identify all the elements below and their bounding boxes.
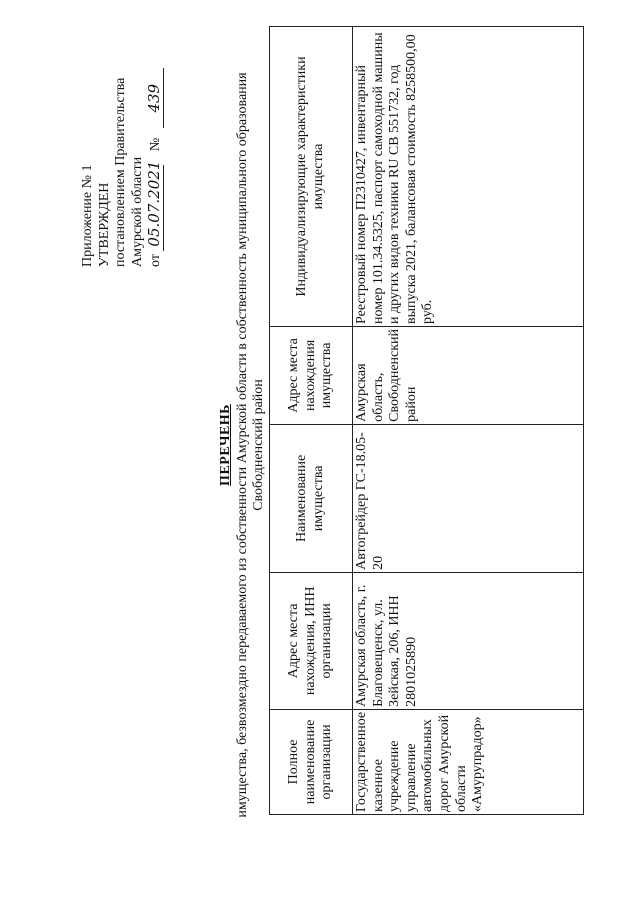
header-org-address: Адрес места нахождения, ИНН организации	[270, 572, 353, 709]
table-row	[353, 26, 584, 814]
table-header-row	[270, 26, 353, 814]
appendix-label: Приложение № 1	[80, 164, 95, 267]
approved-label: УТВЕРЖДЕН	[96, 182, 112, 267]
approval-date-line	[146, 37, 165, 267]
approval-date: 05.07.2021	[146, 165, 164, 251]
cell-org-name: Государственное казенное учреждение управление автомобильных дорог Амурской области «Амурупрадор»	[353, 709, 584, 814]
header-org-name: Полное наименование организации	[270, 709, 353, 814]
cell-property-address: Амурская область, Свободненский район	[353, 326, 584, 424]
approval-line-1: постановлением Правительства	[113, 77, 129, 267]
header-property-address: Адрес места нахождения имущества	[270, 326, 353, 424]
approval-number: 439	[146, 68, 164, 128]
cell-property-characteristics: Реестровый номер П2310427, инвентарный номер 101.34.5325, паспорт самоходной машины и других видов техники RU CB 551732, год выпуска 2021, балансовая стоимость 8258500,00 руб.	[353, 26, 584, 326]
cell-property-name: Автогрейдер ГС-18.05-20	[353, 424, 584, 572]
approval-line-2: Амурской области	[129, 156, 145, 267]
header-property-name: Наименование имущества	[270, 424, 353, 572]
document-title: ПЕРЕЧЕНЬ	[218, 404, 233, 486]
heading-line-1: имущества, безвозмездно передаваемого из собственности Амурской области в собственность муниципального образования	[234, 72, 250, 818]
property-table	[269, 26, 584, 815]
number-prefix: №	[148, 137, 164, 152]
document-heading	[218, 65, 268, 825]
header-property-characteristics: Индивидуализирующие характеристики имущества	[270, 26, 353, 326]
date-prefix: от	[148, 254, 164, 267]
approval-block	[80, 37, 165, 267]
cell-org-address: Амурская область, г. Благовещенск, ул. Зейская, 206, ИНН 2801025890	[353, 572, 584, 709]
heading-line-2: Свободненский район	[251, 379, 267, 511]
